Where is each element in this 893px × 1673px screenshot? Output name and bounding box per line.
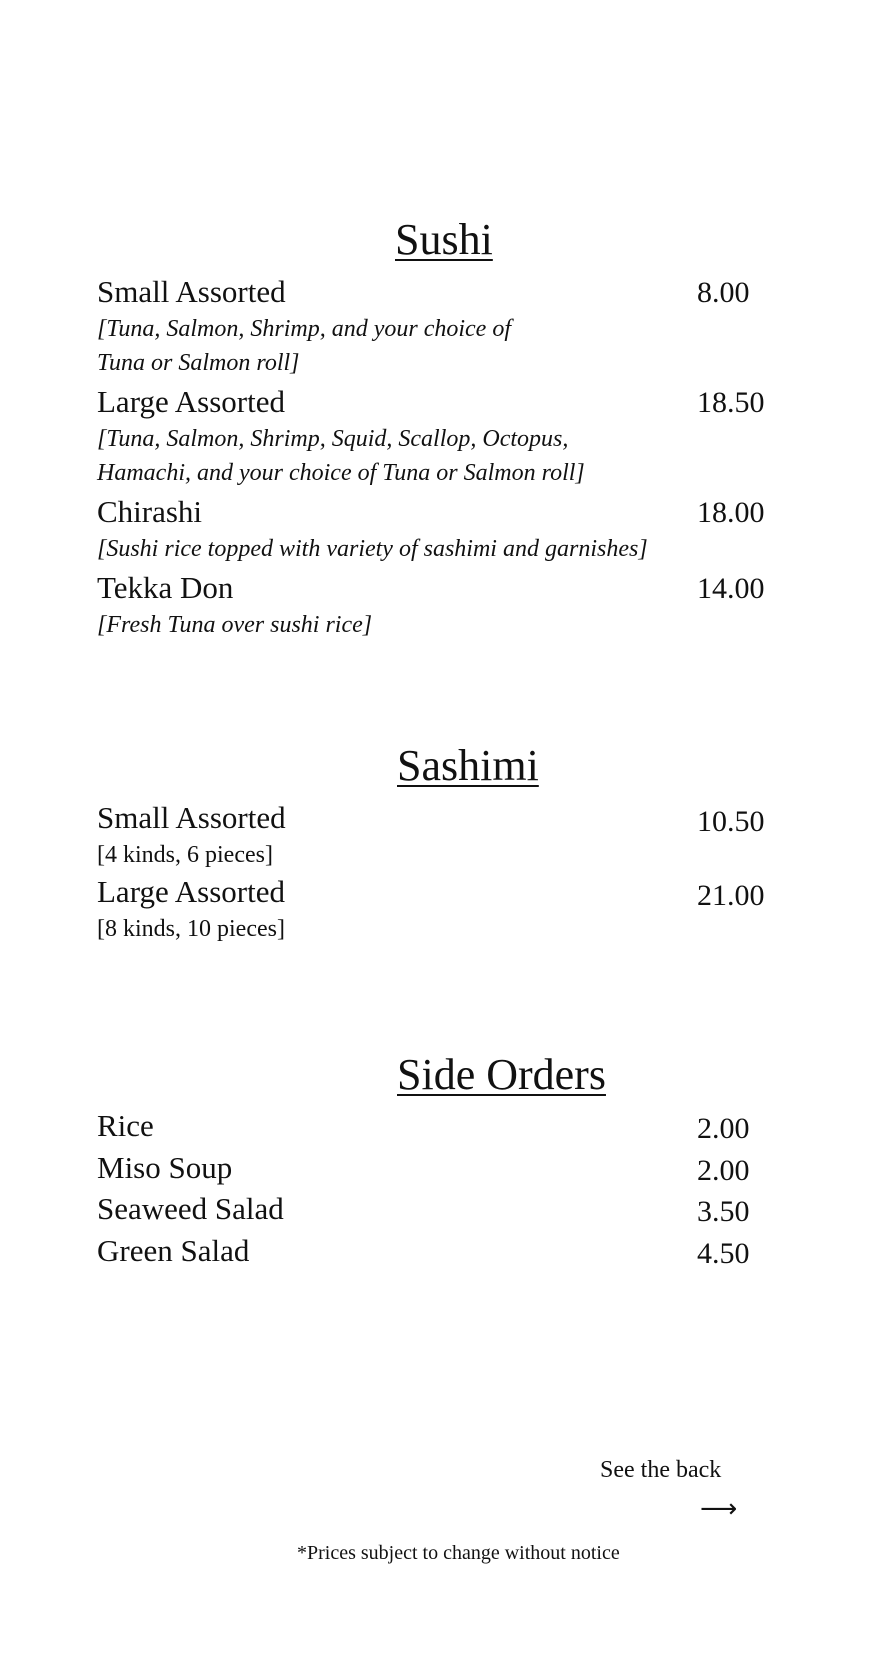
price-disclaimer: *Prices subject to change without notice: [297, 1542, 620, 1564]
menu-item-name: Seaweed Salad: [97, 1191, 284, 1226]
menu-item-description: [Sushi rice topped with variety of sashimi and garnishes]: [97, 536, 648, 562]
menu-item-price: 21.00: [697, 879, 765, 912]
menu-item-name: Chirashi: [97, 494, 203, 529]
menu-item-name: Small Assorted: [97, 274, 286, 309]
menu-item-description: [4 kinds, 6 pieces]: [97, 842, 273, 868]
menu-item-price: 3.50: [697, 1195, 750, 1228]
see-the-back-note: See the back: [600, 1457, 722, 1483]
menu-item-description: [Tuna, Salmon, Shrimp, and your choice of: [97, 316, 511, 342]
menu-item-price: 4.50: [697, 1237, 750, 1270]
menu-item-price: 18.00: [697, 496, 765, 529]
menu-item-description: [Fresh Tuna over sushi rice]: [97, 612, 373, 638]
menu-item-price: 2.00: [697, 1112, 750, 1145]
menu-item-price: 14.00: [697, 572, 765, 605]
menu-item-description: [Tuna, Salmon, Shrimp, Squid, Scallop, Octopus,: [97, 426, 569, 452]
menu-item-name: Small Assorted: [97, 800, 286, 835]
menu-item-name: Miso Soup: [97, 1150, 233, 1185]
menu-item-description: Hamachi, and your choice of Tuna or Salmon roll]: [97, 460, 585, 486]
section-title-sashimi: Sashimi: [397, 741, 539, 790]
menu-item-description: [8 kinds, 10 pieces]: [97, 916, 285, 942]
menu-item-description: Tuna or Salmon roll]: [97, 350, 300, 376]
menu-item-name: Tekka Don: [97, 570, 234, 605]
menu-item-name: Rice: [97, 1108, 154, 1143]
menu-item-price: 10.50: [697, 805, 765, 838]
section-title-sushi: Sushi: [395, 215, 493, 264]
menu-item-name: Large Assorted: [97, 874, 285, 909]
menu-item-name: Large Assorted: [97, 384, 285, 419]
section-title-side-orders: Side Orders: [397, 1050, 606, 1099]
menu-item-price: 18.50: [697, 386, 765, 419]
right-arrow-icon: ⟶: [700, 1494, 738, 1524]
menu-item-name: Green Salad: [97, 1233, 250, 1268]
menu-item-price: 2.00: [697, 1154, 750, 1187]
menu-item-price: 8.00: [697, 276, 750, 309]
